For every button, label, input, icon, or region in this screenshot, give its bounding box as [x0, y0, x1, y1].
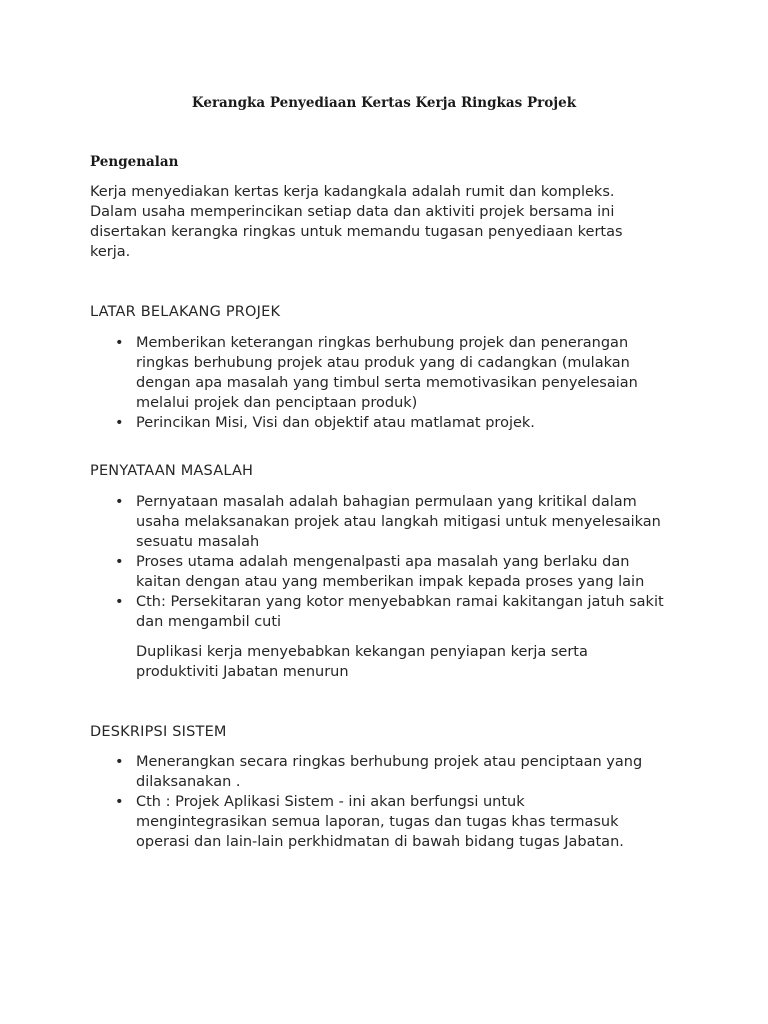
list-item: [90, 492, 690, 552]
list-item-line: Memberikan keterangan ringkas berhubung projek dan penerangan: [136, 335, 629, 351]
section-heading-deskripsi-sistem: DESKRIPSI SISTEM: [90, 724, 227, 740]
list-item-line: usaha melaksanakan projek atau langkah mitigasi untuk menyelesaikan: [136, 514, 661, 530]
note-line: Duplikasi kerja menyebabkan kekangan penyiapan kerja serta: [136, 644, 588, 660]
list-item-line: ringkas berhubung projek atau produk yang di cadangkan (mulakan: [136, 355, 630, 371]
list-item: [90, 592, 690, 632]
list-item-line: Menerangkan secara ringkas berhubung projek atau penciptaan yang: [136, 754, 643, 770]
bullet-icon: •: [115, 494, 124, 510]
list-item-line: Pernyataan masalah adalah bahagian permulaan yang kritikal dalam: [136, 494, 637, 510]
section-bullets-penyataan-masalah: [90, 492, 690, 632]
list-item: [90, 752, 690, 792]
intro-line: Kerja menyediakan kertas kerja kadangkala adalah rumit dan kompleks.: [90, 184, 615, 200]
bullet-icon: •: [115, 335, 124, 351]
list-item: [90, 792, 690, 852]
bullet-icon: •: [115, 554, 124, 570]
list-item-line: dengan apa masalah yang timbul serta memotivasikan penyelesaian: [136, 375, 638, 391]
document-title: Kerangka Penyediaan Kertas Kerja Ringkas Projek: [191, 95, 577, 111]
list-item-line: Perincikan Misi, Visi dan objektif atau matlamat projek.: [136, 415, 535, 431]
list-item: [90, 413, 690, 433]
bullet-icon: •: [115, 754, 124, 770]
list-item-line: operasi dan lain-lain perkhidmatan di bawah bidang tugas Jabatan.: [136, 834, 624, 850]
list-item-line: Proses utama adalah mengenalpasti apa masalah yang berlaku dan: [136, 554, 630, 570]
list-item-line: Cth: Persekitaran yang kotor menyebabkan ramai kakitangan jatuh sakit: [136, 594, 664, 610]
list-item-line: kaitan dengan atau yang memberikan impak kepada proses yang lain: [136, 574, 645, 590]
list-item: [90, 552, 690, 592]
list-item-line: sesuatu masalah: [136, 534, 260, 550]
list-item-line: Cth : Projek Aplikasi Sistem - ini akan berfungsi untuk: [136, 794, 525, 810]
list-item-line: dan mengambil cuti: [136, 614, 282, 630]
list-item-line: melalui projek dan penciptaan produk): [136, 395, 418, 411]
list-item-line: mengintegrasikan semua laporan, tugas dan tugas khas termasuk: [136, 814, 619, 830]
bullet-icon: •: [115, 794, 124, 810]
intro-line: kerja.: [90, 244, 131, 260]
note-line: produktiviti Jabatan menurun: [136, 664, 349, 680]
intro-line: Dalam usaha memperincikan setiap data dan aktiviti projek bersama ini: [90, 204, 615, 220]
list-item: [90, 333, 690, 413]
section-heading-latar-belakang: LATAR BELAKANG PROJEK: [90, 304, 281, 320]
bullet-icon: •: [115, 594, 124, 610]
section-heading-penyataan-masalah: PENYATAAN MASALAH: [90, 463, 254, 479]
intro-paragraph: [90, 182, 690, 262]
list-item-line: dilaksanakan .: [136, 774, 241, 790]
intro-line: disertakan kerangka ringkas untuk memandu tugasan penyediaan kertas: [90, 224, 623, 240]
note-paragraph: [136, 642, 696, 682]
section-bullets-deskripsi-sistem: [90, 752, 690, 852]
bullet-icon: •: [115, 415, 124, 431]
intro-heading: Pengenalan: [90, 154, 179, 170]
section-bullets-latar-belakang: [90, 333, 690, 433]
